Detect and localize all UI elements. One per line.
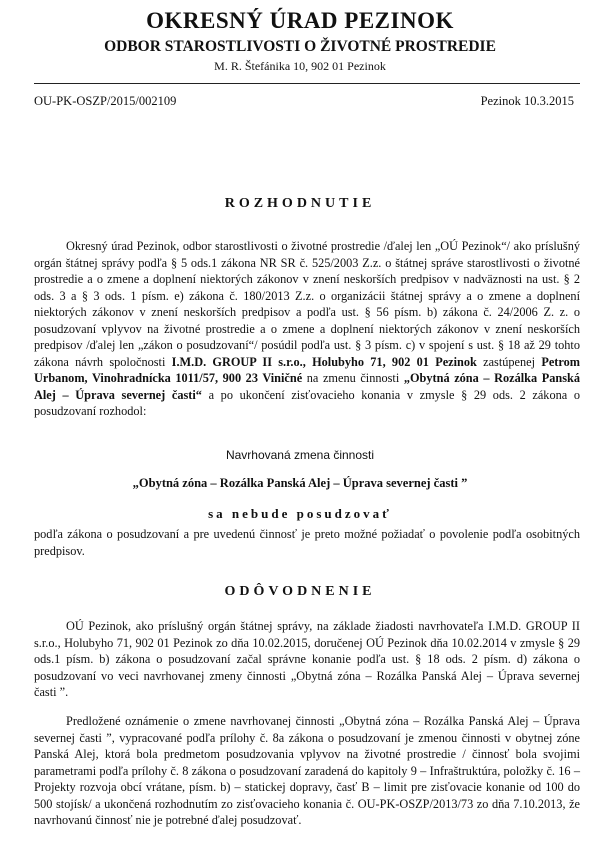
header-divider bbox=[34, 83, 580, 84]
intro-text-4: a po ukončení zisťovacieho konania v zmysle § 29 ods. 2 zákona o posudzovaní rozhodol: bbox=[34, 387, 581, 418]
applicant-name: I.M.D. GROUP II s.r.o., Holubyho 71, 902 01 Pezinok bbox=[171, 354, 477, 369]
verdict: sa nebude posudzovať bbox=[208, 506, 392, 521]
intro-text-3: na zmenu činnosti bbox=[302, 371, 404, 385]
intro-text-2: zastúpenej bbox=[476, 354, 542, 369]
reasoning-paragraph-2: Predložené oznámenie o zmene navrhovanej činnosti „Obytná zóna – Rozálka Panská Alej – Úprava severnej časti ”, vypracované podľa prílohy č. 8a zákona o posudzovaní je zmenou činnosti v obytnej zóne Panská Alej, ktorá bola predmetom posudzovania vplyvov na životné prostredie / činnosť bola svojimi parametrami podľa prílohy č. 8 zákona o posudzovaní zaradená do kapitoly 9 – Infraštruktúra, položky č. 16 – Projekty rozvoja obcí vrátane, písm. b) – statickej dopravy, časť B – limit pre zisťovacie konanie od 100 do 500 stojísk/ a ukončená rozhodnutím zo zisťovacieho konania č. OU-PK-OSZP/2013/73 zo dňa 7.10.2013, že navrhovanú činnosť nie je potrebné ďalej posudzovať. bbox=[34, 714, 580, 827]
activity-name-inline: „Obytná zóna – Rozálka Panská Alej – Úprava severnej časti“ bbox=[34, 371, 580, 402]
reasoning-heading: ODÔVODNENIE bbox=[224, 584, 376, 599]
department-name: ODBOR STAROSTLIVOSTI O ŽIVOTNÉ PROSTREDIE bbox=[104, 38, 496, 55]
reasoning-paragraph-1: OÚ Pezinok, ako príslušný orgán štátnej správy, na základe žiadosti navrhovateľa I.M.D. GROUP II s.r.o., Holubyho 71, 902 01 Pezinok zo dňa 10.02.2015, doručenej OÚ Pezinok dňa 10.02.2014 v zmysle § 29 ods.1 písm. b) zákona o posudzovaní začal správne konanie podľa ust. § 18 ods. 2 písm. d) zákona o posudzovaní vo veci navrhovanej zmeny činnosti „Obytná zóna – Rozálka Panská Alej – Úprava severnej časti ”. bbox=[34, 619, 580, 699]
proposed-change-label: Navrhovaná zmena činnosti bbox=[225, 448, 375, 462]
activity-title: „Obytná zóna – Rozálka Panská Alej – Úprava severnej časti ” bbox=[132, 476, 468, 490]
decision-intro-paragraph bbox=[34, 238, 580, 420]
decision-heading: ROZHODNUTIE bbox=[224, 196, 376, 211]
verdict-note: podľa zákona o posudzovaní a pre uvedenú činnosť je preto možné požiadať o povolenie podľa osobitných predpisov. bbox=[34, 527, 580, 558]
reference-number: OU-PK-OSZP/2015/002109 bbox=[34, 94, 177, 108]
office-address: M. R. Štefánika 10, 902 01 Pezinok bbox=[214, 59, 386, 73]
city-date: Pezinok 10.3.2015 bbox=[480, 94, 574, 108]
office-name: OKRESNÝ ÚRAD PEZINOK bbox=[146, 8, 454, 33]
intro-text-1: Okresný úrad Pezinok, odbor starostlivosti o životné prostredie /ďalej len „OÚ Pezinok“/ ako príslušný orgán štátnej správy podľa § 5 ods.1 zákona NR SR č. 525/2003 Z.z. o štátnej správe starostlivosti o životné prostredie a o zmene a doplnení niektorých zákonov v znení neskorších predpisov v nadväznosti na ust. § 2 ods. 3 a § 3 ods. 1 písm. e) zákona č. 180/2013 Z.z. o organizácii štátnej správy a o zmene a doplnení niektorých zákonov v znení neskorších predpisov a podľa ust. § 56 písm. b) zákona č. 24/2006 Z. z. o posudzovaní vplyvov na životné prostredie a o zmene a doplnení niektorých zákonov v znení neskorších predpisov /ďalej len „zákon o posudzovaní“/ posúdil podľa ust. § 3 písm. c) v spojení s ust. § 18 až 29 tohto zákona návrh spoločnosti bbox=[34, 239, 580, 369]
representative-name: Petrom Urbanom, Vinohradnícka 1011/57, 900 23 Viničné bbox=[34, 354, 581, 385]
